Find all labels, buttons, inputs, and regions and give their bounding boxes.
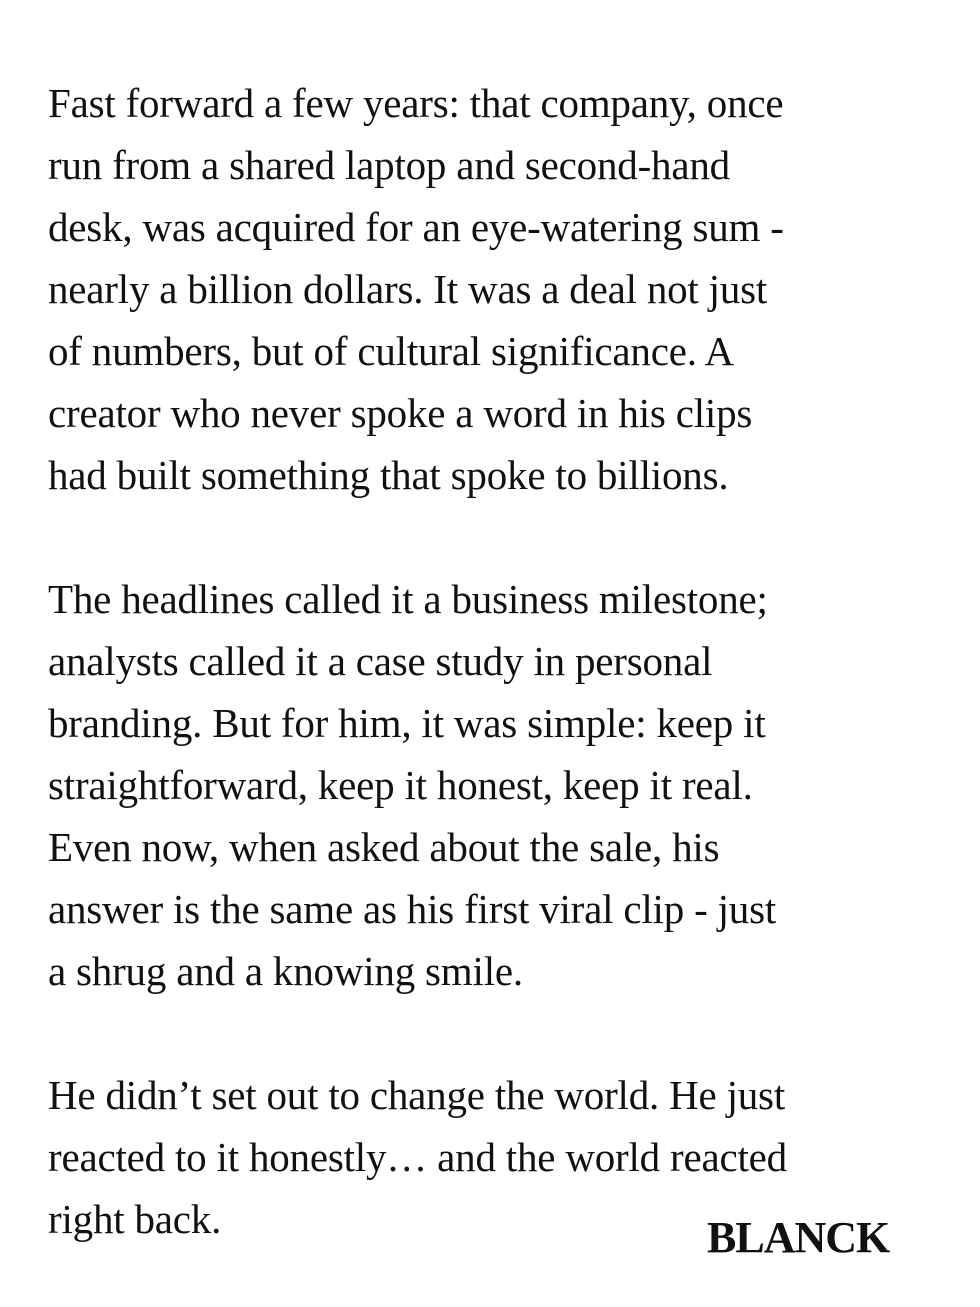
text-line: nearly a billion dollars. It was a deal not just	[48, 266, 768, 312]
paragraph-headlines	[48, 568, 948, 1002]
text-line: Fast forward a few years: that company, once	[48, 80, 784, 126]
text-line: had built something that spoke to billions.	[48, 452, 729, 498]
text-line: straightforward, keep it honest, keep it real.	[48, 762, 753, 808]
text-line: desk, was acquired for an eye-watering sum -	[48, 204, 784, 250]
text-line: branding. But for him, it was simple: keep it	[48, 700, 766, 746]
paragraph-acquisition	[48, 72, 948, 506]
text-line: right back.	[48, 1196, 222, 1242]
text-line: He didn’t set out to change the world. He just	[48, 1072, 786, 1118]
text-line: Even now, when asked about the sale, his	[48, 824, 720, 870]
text-line: reacted to it honestly… and the world reacted	[48, 1134, 787, 1180]
text-line: The headlines called it a business milestone;	[48, 576, 768, 622]
text-line: answer is the same as his first viral clip - just	[48, 886, 777, 932]
text-line: a shrug and a knowing smile.	[48, 948, 523, 994]
text-line: run from a shared laptop and second-hand	[48, 142, 730, 188]
article-body	[48, 72, 948, 1250]
text-line: creator who never spoke a word in his clips	[48, 390, 753, 436]
text-line: analysts called it a case study in personal	[48, 638, 713, 684]
text-line: of numbers, but of cultural significance. A	[48, 328, 734, 374]
brand-logo: BLANCK	[707, 1213, 890, 1262]
